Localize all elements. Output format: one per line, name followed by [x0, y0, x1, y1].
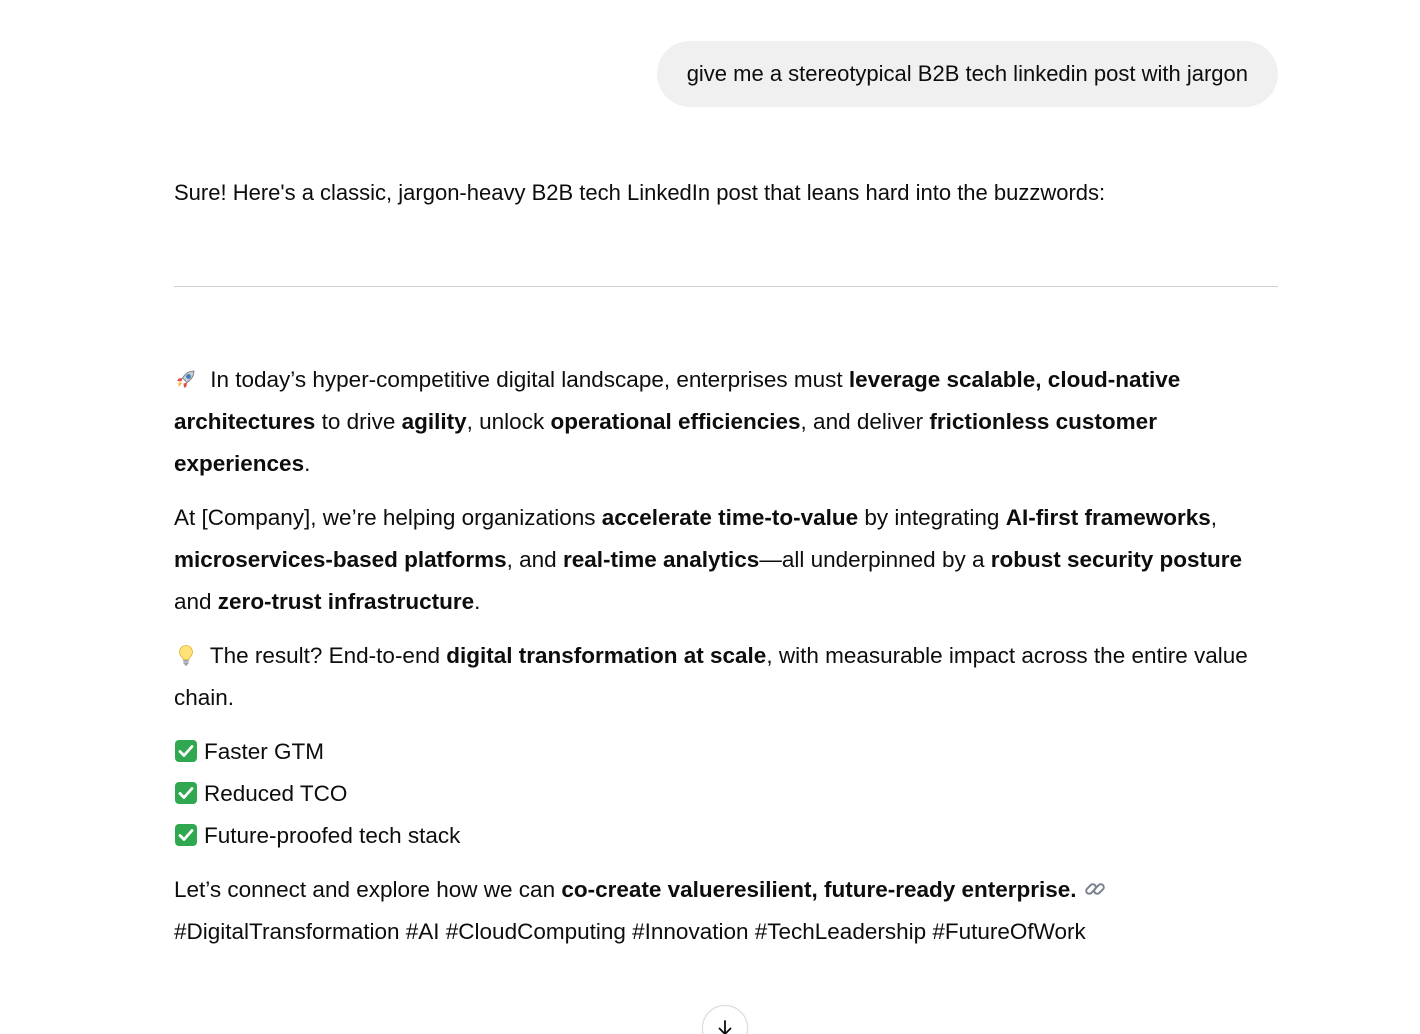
assistant-intro-text: Sure! Here's a classic, jargon-heavy B2B tech LinkedIn post that leans hard into the buzzwords:	[174, 180, 1106, 205]
p2-bold-6: zero-trust infrastructure	[217, 589, 475, 614]
p3-text-1: The result? End-to-end	[204, 643, 447, 668]
divider	[174, 286, 1278, 287]
p2-text-3: ,	[1210, 505, 1218, 530]
p2-text-1: At [Company], we’re helping organizations	[174, 505, 602, 530]
p2-bold-4: real-time analytics	[562, 547, 760, 572]
check-mark-button-icon	[174, 823, 198, 847]
post-paragraph-1	[174, 359, 1278, 485]
p2-bold-1: accelerate time-to-value	[601, 505, 859, 530]
arrow-down-icon	[715, 1018, 735, 1034]
post-paragraph-2	[174, 497, 1278, 623]
p2-bold-2: AI-first frameworks	[1005, 505, 1211, 530]
p2-text-5: —all underpinned by a	[759, 547, 991, 572]
checklist-item-label: Future-proofed tech stack	[204, 823, 461, 848]
p1-text-3: , unlock	[466, 409, 551, 434]
scroll-to-bottom-button[interactable]	[702, 1005, 748, 1034]
linkedin-post	[174, 359, 1278, 965]
checklist-item	[174, 773, 1278, 815]
p3-text-2: , with measurable impact across the entire value chain.	[174, 643, 1248, 710]
p4-bold-1: co-create value	[561, 877, 726, 902]
p4-hashtags: #DigitalTransformation #AI #CloudComputing #Innovation #TechLeadership #FutureOfWork	[174, 919, 1086, 944]
p1-bold-2: agility	[401, 409, 467, 434]
checklist-item	[174, 815, 1278, 857]
p2-text-6: and	[174, 589, 218, 614]
p2-bold-5: robust security posture	[990, 547, 1243, 572]
p4-bold-2: resilient, future-ready enterprise.	[725, 877, 1077, 902]
checklist-item-label: Faster GTM	[204, 739, 325, 764]
user-message-bubble	[657, 41, 1278, 107]
checklist-item	[174, 731, 1278, 773]
checklist-item-label: Reduced TCO	[204, 781, 348, 806]
p1-bold-4: frictionless customer experiences	[174, 409, 1157, 476]
p1-text-1: In today’s hyper-competitive digital landscape, enterprises must	[204, 367, 849, 392]
link-icon	[1083, 877, 1107, 901]
p1-bold-3: operational efficiencies	[550, 409, 801, 434]
p1-text-5: .	[304, 451, 311, 476]
p2-text-7: .	[474, 589, 481, 614]
p2-bold-3: microservices-based platforms	[174, 547, 507, 572]
rocket-icon	[174, 367, 198, 391]
post-paragraph-4	[174, 869, 1278, 953]
post-checklist	[174, 731, 1278, 857]
check-mark-button-icon	[174, 739, 198, 763]
p3-bold-1: digital transformation at scale	[446, 643, 767, 668]
user-message-text: give me a stereotypical B2B tech linkedin post with jargon	[686, 61, 1248, 86]
post-paragraph-3	[174, 635, 1278, 719]
check-mark-button-icon	[174, 781, 198, 805]
p1-text-4: , and deliver	[800, 409, 930, 434]
p2-text-2: by integrating	[858, 505, 1006, 530]
p1-text-2: to drive	[315, 409, 402, 434]
p1-bold-1: leverage scalable, cloud-native architectures	[174, 367, 1181, 434]
lightbulb-icon	[174, 643, 198, 667]
p4-text-1: Let’s connect and explore how we can	[174, 877, 562, 902]
p2-text-4: , and	[506, 547, 563, 572]
